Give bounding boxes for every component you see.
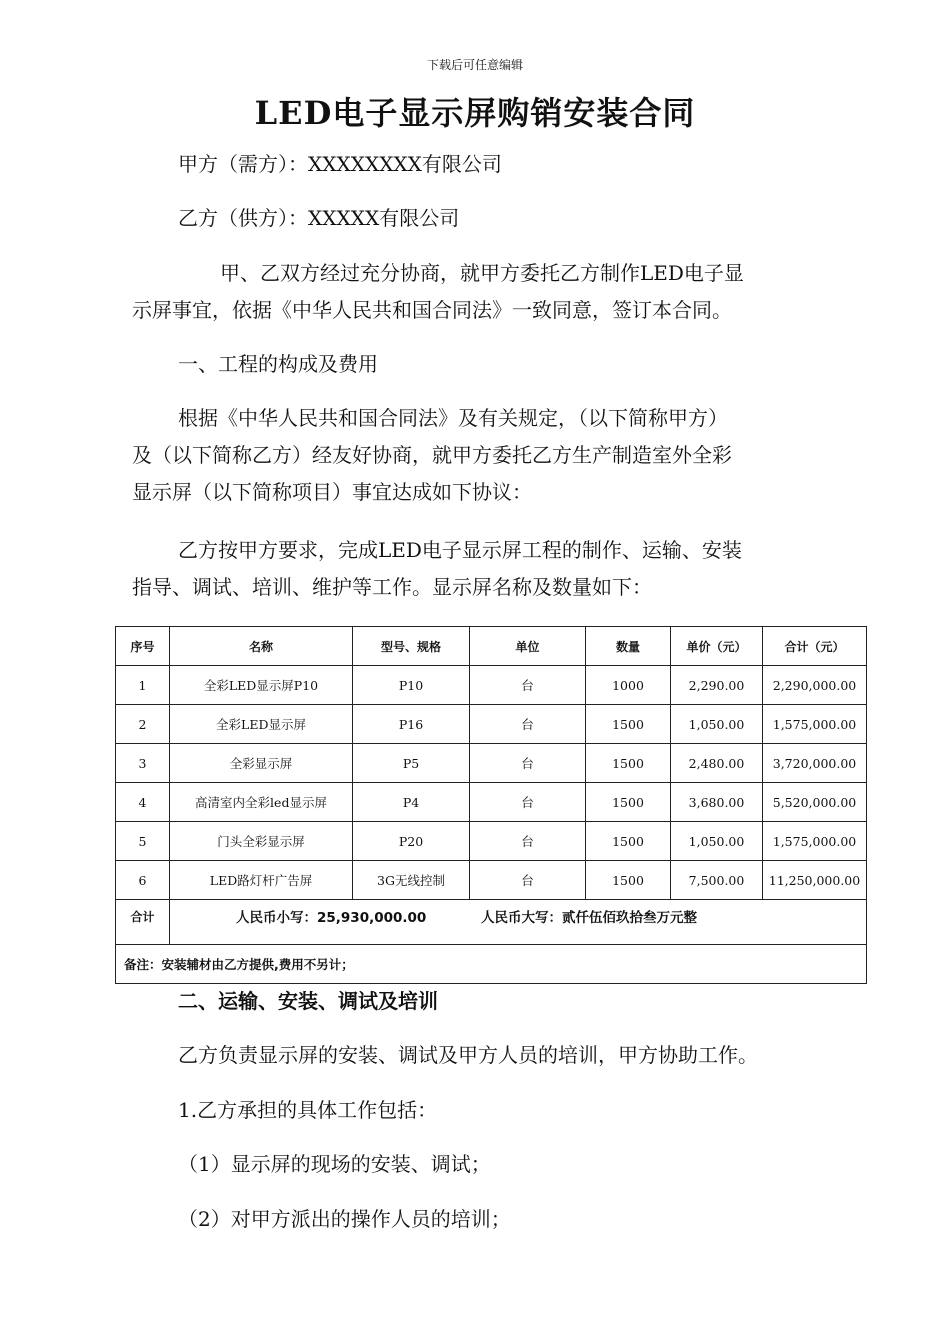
section1-para1-line2: 及（以下简称乙方）经友好协商，就甲方委托乙方生产制造室外全彩: [132, 443, 732, 467]
header-index: 序号: [116, 627, 170, 666]
section2-line1: 乙方负责显示屏的安装、调试及甲方人员的培训，甲方协助工作。: [178, 1043, 758, 1067]
section1-para1-line3: 显示屏（以下简称项目）事宜达成如下协议：: [132, 480, 532, 504]
header-subtotal: 合计（元）: [763, 627, 867, 666]
cell-subtotal: 1,575,000.00: [763, 822, 867, 861]
document-title: LED电子显示屏购销安装合同: [254, 94, 696, 132]
cell-subtotal: 5,520,000.00: [763, 783, 867, 822]
total-upper: 人民币大写：贰仟伍佰玖拾叁万元整: [481, 910, 698, 926]
section2-line2: 1.乙方承担的具体工作包括：: [178, 1098, 438, 1122]
cell-unit: 台: [470, 744, 586, 783]
section1-para1-line1: 根据《中华人民共和国合同法》及有关规定，（以下简称甲方）: [178, 406, 728, 430]
cell-quantity: 1500: [586, 861, 671, 900]
header-unit-price: 单价（元）: [671, 627, 763, 666]
table-row: [116, 666, 867, 705]
total-lower: 人民币小写：25,930,000.00: [236, 910, 427, 926]
cell-subtotal: 3,720,000.00: [763, 744, 867, 783]
cell-unit-price: 2,290.00: [671, 666, 763, 705]
cell-quantity: 1500: [586, 705, 671, 744]
table-note: 备注：安装辅材由乙方提供,费用不另计；: [116, 945, 867, 984]
cell-name: LED路灯杆广告屏: [170, 861, 353, 900]
header-name: 名称: [170, 627, 353, 666]
cell-unit: 台: [470, 666, 586, 705]
cell-unit-price: 2,480.00: [671, 744, 763, 783]
cell-unit-price: 1,050.00: [671, 705, 763, 744]
cell-model: P4: [353, 783, 470, 822]
table-row: [116, 822, 867, 861]
cell-unit-price: 1,050.00: [671, 822, 763, 861]
header-note: 下载后可任意编辑: [426, 58, 523, 72]
header-unit: 单位: [470, 627, 586, 666]
cell-quantity: 1500: [586, 783, 671, 822]
intro-line-2: 示屏事宜，依据《中华人民共和国合同法》一致同意，签订本合同。: [132, 298, 732, 322]
cell-subtotal: 1,575,000.00: [763, 705, 867, 744]
table-row: [116, 783, 867, 822]
cell-index: 5: [116, 822, 170, 861]
intro-line-1: 甲、乙双方经过充分协商，就甲方委托乙方制作LED电子显: [220, 261, 744, 285]
cell-subtotal: 2,290,000.00: [763, 666, 867, 705]
section1-para2-line1: 乙方按甲方要求，完成LED电子显示屏工程的制作、运输、安装: [178, 538, 742, 562]
cell-model: P5: [353, 744, 470, 783]
table-row: [116, 861, 867, 900]
total-label: 合计: [116, 900, 170, 945]
cell-name: 高清室内全彩led显示屏: [170, 783, 353, 822]
party-b: 乙方（供方）：XXXXX有限公司: [178, 206, 460, 230]
cell-name: 全彩LED显示屏P10: [170, 666, 353, 705]
total-amounts: [170, 900, 867, 945]
header-model: 型号、规格: [353, 627, 470, 666]
table-row: [116, 744, 867, 783]
cell-unit: 台: [470, 783, 586, 822]
cell-name: 全彩LED显示屏: [170, 705, 353, 744]
cell-model: P20: [353, 822, 470, 861]
section2-heading: 二、运输、安装、调试及培训: [178, 989, 438, 1013]
cell-model: 3G无线控制: [353, 861, 470, 900]
party-a: 甲方（需方）：XXXXXXXX有限公司: [178, 152, 502, 176]
goods-table: [115, 626, 867, 984]
cell-quantity: 1500: [586, 744, 671, 783]
cell-quantity: 1000: [586, 666, 671, 705]
header-quantity: 数量: [586, 627, 671, 666]
cell-model: P10: [353, 666, 470, 705]
cell-index: 2: [116, 705, 170, 744]
cell-unit: 台: [470, 861, 586, 900]
cell-model: P16: [353, 705, 470, 744]
cell-name: 全彩显示屏: [170, 744, 353, 783]
table-header-row: [116, 627, 867, 666]
cell-subtotal: 11,250,000.00: [763, 861, 867, 900]
section1-para2-line2: 指导、调试、培训、维护等工作。显示屏名称及数量如下：: [132, 575, 652, 599]
table-row: [116, 705, 867, 744]
cell-name: 门头全彩显示屏: [170, 822, 353, 861]
cell-index: 4: [116, 783, 170, 822]
cell-unit: 台: [470, 705, 586, 744]
cell-unit-price: 7,500.00: [671, 861, 763, 900]
cell-index: 3: [116, 744, 170, 783]
cell-unit-price: 3,680.00: [671, 783, 763, 822]
cell-index: 6: [116, 861, 170, 900]
section2-item1: （1）显示屏的现场的安装、调试；: [178, 1152, 491, 1176]
section2-item2: （2）对甲方派出的操作人员的培训；: [178, 1207, 511, 1231]
cell-unit: 台: [470, 822, 586, 861]
table-note-row: [116, 945, 867, 984]
section1-heading: 一、工程的构成及费用: [178, 352, 378, 376]
cell-index: 1: [116, 666, 170, 705]
cell-quantity: 1500: [586, 822, 671, 861]
table-total-row: [116, 900, 867, 945]
